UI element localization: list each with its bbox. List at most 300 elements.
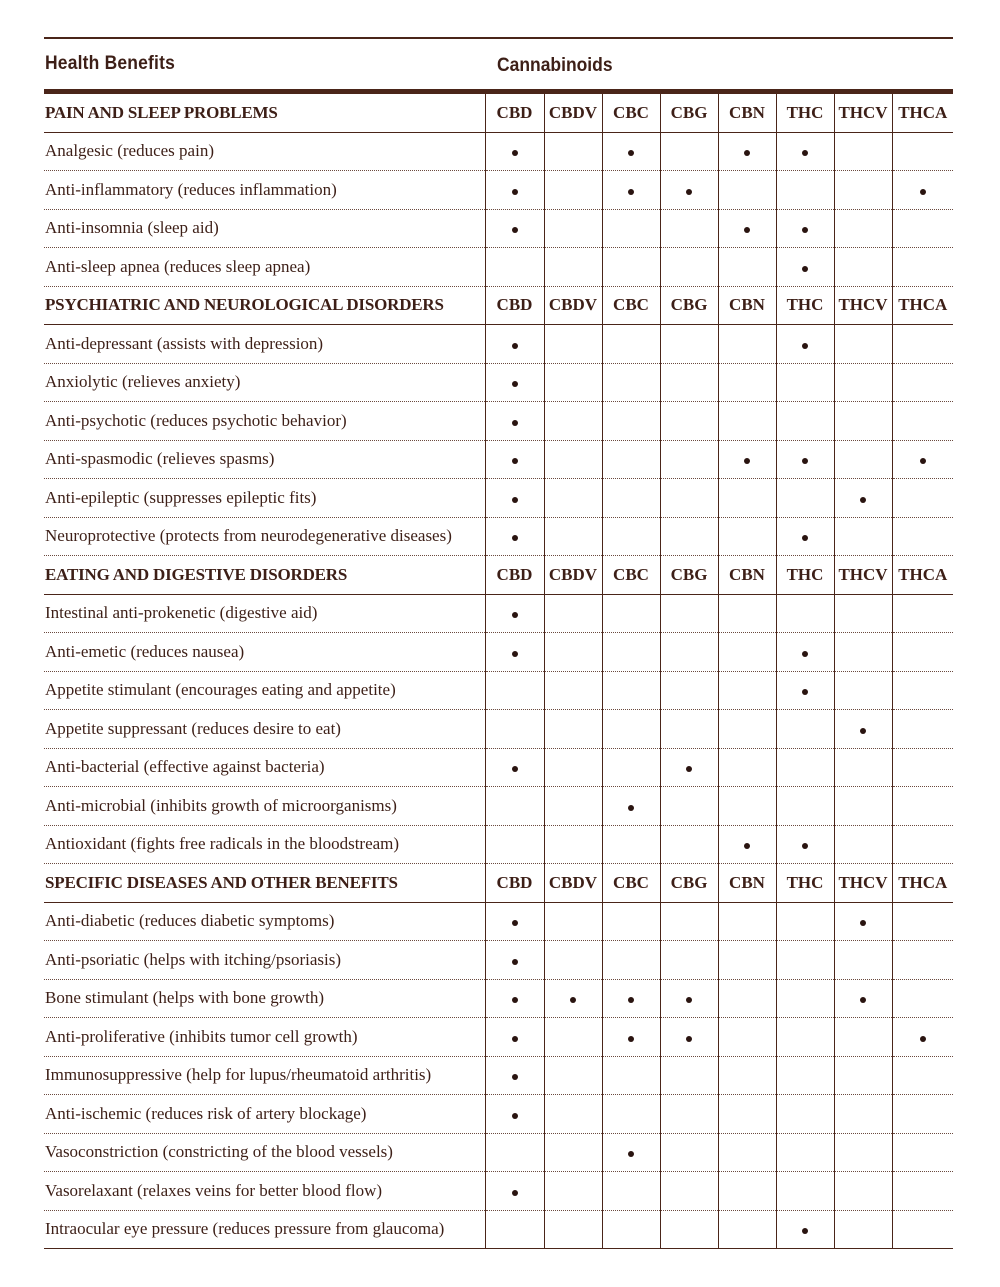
- cell-thca: [892, 979, 953, 1018]
- cell-cbd: [485, 902, 544, 941]
- benefit-label: Anti-psychotic (reduces psychotic behavior): [44, 402, 485, 441]
- table-row: [44, 171, 953, 210]
- cell-thc: [776, 594, 834, 633]
- cell-thca: [892, 517, 953, 556]
- bullet-dot-icon: [802, 266, 808, 272]
- cell-thc: [776, 902, 834, 941]
- bullet-dot-icon: [744, 227, 750, 233]
- benefit-label: Appetite suppressant (reduces desire to eat): [44, 710, 485, 749]
- cell-cbc: [602, 402, 660, 441]
- column-header-thc: THC: [776, 286, 834, 325]
- cell-thc: [776, 1210, 834, 1249]
- bullet-dot-icon: [512, 997, 518, 1003]
- cell-cbg: [660, 209, 718, 248]
- cell-thc: [776, 402, 834, 441]
- table-row: [44, 979, 953, 1018]
- cell-thc: [776, 1133, 834, 1172]
- table-row: [44, 248, 953, 287]
- cell-cbdv: [544, 594, 602, 633]
- cell-cbn: [718, 979, 776, 1018]
- cell-cbd: [485, 1056, 544, 1095]
- cell-cbc: [602, 1133, 660, 1172]
- cell-cbc: [602, 1095, 660, 1134]
- table-row: [44, 594, 953, 633]
- section-header-row: [44, 556, 953, 595]
- bullet-dot-icon: [802, 343, 808, 349]
- bullet-dot-icon: [686, 189, 692, 195]
- cell-cbc: [602, 325, 660, 364]
- cell-cbd: [485, 594, 544, 633]
- cell-thca: [892, 1018, 953, 1057]
- bullet-dot-icon: [802, 535, 808, 541]
- cell-cbg: [660, 479, 718, 518]
- cell-cbdv: [544, 671, 602, 710]
- benefit-label: Anti-proliferative (inhibits tumor cell growth): [44, 1018, 485, 1057]
- cell-cbdv: [544, 402, 602, 441]
- cell-thca: [892, 825, 953, 864]
- cell-cbd: [485, 402, 544, 441]
- bullet-dot-icon: [512, 343, 518, 349]
- cell-cbdv: [544, 1210, 602, 1249]
- cell-thc: [776, 171, 834, 210]
- cell-cbdv: [544, 171, 602, 210]
- cell-thc: [776, 517, 834, 556]
- cell-thc: [776, 1018, 834, 1057]
- bullet-dot-icon: [628, 189, 634, 195]
- column-header-cbdv: CBDV: [544, 864, 602, 903]
- table-row: [44, 209, 953, 248]
- cell-thcv: [834, 248, 892, 287]
- bullet-dot-icon: [860, 920, 866, 926]
- cell-cbdv: [544, 1172, 602, 1211]
- cell-thcv: [834, 1095, 892, 1134]
- benefit-label: Anti-inflammatory (reduces inflammation): [44, 171, 485, 210]
- bullet-dot-icon: [512, 227, 518, 233]
- cell-cbn: [718, 479, 776, 518]
- bullet-dot-icon: [512, 1036, 518, 1042]
- benefit-label: Anti-ischemic (reduces risk of artery blockage): [44, 1095, 485, 1134]
- cell-cbd: [485, 209, 544, 248]
- column-header-thca: THCA: [892, 864, 953, 903]
- cell-thca: [892, 710, 953, 749]
- column-header-thcv: THCV: [834, 286, 892, 325]
- benefit-label: Anti-emetic (reduces nausea): [44, 633, 485, 672]
- table-row: [44, 671, 953, 710]
- cell-thca: [892, 171, 953, 210]
- column-header-thcv: THCV: [834, 556, 892, 595]
- cell-thc: [776, 671, 834, 710]
- bullet-dot-icon: [512, 1074, 518, 1080]
- cell-thca: [892, 787, 953, 826]
- cell-thca: [892, 748, 953, 787]
- cell-cbdv: [544, 132, 602, 171]
- bullet-dot-icon: [512, 959, 518, 965]
- cell-cbn: [718, 325, 776, 364]
- cell-cbdv: [544, 440, 602, 479]
- cell-cbdv: [544, 1056, 602, 1095]
- chart-header: [44, 39, 953, 89]
- cell-thc: [776, 209, 834, 248]
- cell-thca: [892, 594, 953, 633]
- bullet-dot-icon: [686, 766, 692, 772]
- cell-cbc: [602, 941, 660, 980]
- cell-cbd: [485, 748, 544, 787]
- cell-cbg: [660, 440, 718, 479]
- cell-cbd: [485, 1210, 544, 1249]
- cell-thca: [892, 132, 953, 171]
- table-body: [44, 94, 953, 1249]
- cell-cbd: [485, 1172, 544, 1211]
- table-row: [44, 402, 953, 441]
- cell-thca: [892, 1095, 953, 1134]
- cell-cbc: [602, 517, 660, 556]
- cell-cbc: [602, 171, 660, 210]
- benefit-label: Anti-psoriatic (helps with itching/psoriasis): [44, 941, 485, 980]
- column-header-cbdv: CBDV: [544, 94, 602, 132]
- benefit-label: Vasoconstriction (constricting of the blood vessels): [44, 1133, 485, 1172]
- cell-thcv: [834, 594, 892, 633]
- bullet-dot-icon: [628, 805, 634, 811]
- bullet-dot-icon: [920, 1036, 926, 1042]
- section-title: PAIN AND SLEEP PROBLEMS: [44, 94, 485, 132]
- bullet-dot-icon: [802, 1228, 808, 1234]
- cell-cbn: [718, 1018, 776, 1057]
- column-header-thca: THCA: [892, 286, 953, 325]
- cell-cbn: [718, 171, 776, 210]
- cell-cbd: [485, 248, 544, 287]
- bullet-dot-icon: [512, 150, 518, 156]
- cell-cbc: [602, 209, 660, 248]
- benefit-label: Anti-epileptic (suppresses epileptic fits): [44, 479, 485, 518]
- column-header-cbc: CBC: [602, 864, 660, 903]
- table-row: [44, 479, 953, 518]
- section-header-row: [44, 94, 953, 132]
- cell-thc: [776, 363, 834, 402]
- cell-cbd: [485, 363, 544, 402]
- bullet-dot-icon: [628, 150, 634, 156]
- cell-cbc: [602, 710, 660, 749]
- bullet-dot-icon: [744, 458, 750, 464]
- column-header-cbd: CBD: [485, 94, 544, 132]
- cell-thcv: [834, 1210, 892, 1249]
- bullet-dot-icon: [512, 612, 518, 618]
- cell-cbd: [485, 479, 544, 518]
- cell-cbg: [660, 633, 718, 672]
- bullet-dot-icon: [512, 535, 518, 541]
- cell-cbn: [718, 402, 776, 441]
- cell-cbg: [660, 248, 718, 287]
- cell-cbc: [602, 825, 660, 864]
- cell-thca: [892, 1133, 953, 1172]
- cell-cbc: [602, 363, 660, 402]
- table-row: [44, 1095, 953, 1134]
- cell-cbd: [485, 825, 544, 864]
- table-row: [44, 325, 953, 364]
- cell-cbc: [602, 633, 660, 672]
- cell-cbd: [485, 710, 544, 749]
- cell-cbd: [485, 1018, 544, 1057]
- cell-cbg: [660, 1210, 718, 1249]
- cell-cbd: [485, 1095, 544, 1134]
- bullet-dot-icon: [512, 420, 518, 426]
- cell-cbc: [602, 132, 660, 171]
- cell-cbd: [485, 787, 544, 826]
- cell-cbdv: [544, 517, 602, 556]
- column-header-cbc: CBC: [602, 556, 660, 595]
- table-row: [44, 440, 953, 479]
- cell-cbg: [660, 941, 718, 980]
- benefit-label: Antioxidant (fights free radicals in the bloodstream): [44, 825, 485, 864]
- column-header-cbc: CBC: [602, 94, 660, 132]
- cell-thcv: [834, 941, 892, 980]
- table-row: [44, 825, 953, 864]
- column-header-cbg: CBG: [660, 864, 718, 903]
- cell-cbdv: [544, 825, 602, 864]
- cell-cbn: [718, 132, 776, 171]
- cell-cbd: [485, 979, 544, 1018]
- bullet-dot-icon: [860, 497, 866, 503]
- bullet-dot-icon: [860, 728, 866, 734]
- cell-cbg: [660, 710, 718, 749]
- cell-cbg: [660, 171, 718, 210]
- cell-cbd: [485, 171, 544, 210]
- cell-cbc: [602, 902, 660, 941]
- table-row: [44, 1018, 953, 1057]
- cell-cbdv: [544, 248, 602, 287]
- table-row: [44, 941, 953, 980]
- bullet-dot-icon: [802, 651, 808, 657]
- cell-cbn: [718, 594, 776, 633]
- bullet-dot-icon: [512, 651, 518, 657]
- cell-thcv: [834, 325, 892, 364]
- table-row: [44, 902, 953, 941]
- cell-thc: [776, 633, 834, 672]
- cell-thca: [892, 633, 953, 672]
- table-row: [44, 1133, 953, 1172]
- cell-thcv: [834, 517, 892, 556]
- cell-cbg: [660, 1133, 718, 1172]
- cell-cbg: [660, 594, 718, 633]
- cell-cbd: [485, 633, 544, 672]
- section-header-row: [44, 286, 953, 325]
- cell-thc: [776, 748, 834, 787]
- cell-thca: [892, 209, 953, 248]
- cell-thc: [776, 325, 834, 364]
- cell-cbg: [660, 363, 718, 402]
- cell-cbd: [485, 941, 544, 980]
- column-header-cbg: CBG: [660, 286, 718, 325]
- cannabinoids-heading: Cannabinoids: [497, 55, 613, 76]
- cell-cbc: [602, 1172, 660, 1211]
- benefit-label: Bone stimulant (helps with bone growth): [44, 979, 485, 1018]
- cell-thca: [892, 479, 953, 518]
- cell-thca: [892, 1172, 953, 1211]
- cell-thca: [892, 902, 953, 941]
- cell-cbn: [718, 1210, 776, 1249]
- cell-thcv: [834, 171, 892, 210]
- benefit-label: Immunosuppressive (help for lupus/rheumatoid arthritis): [44, 1056, 485, 1095]
- table-row: [44, 517, 953, 556]
- cell-cbd: [485, 132, 544, 171]
- health-benefits-heading: Health Benefits: [45, 53, 176, 74]
- section-header-row: [44, 864, 953, 903]
- cell-thcv: [834, 902, 892, 941]
- bullet-dot-icon: [802, 689, 808, 695]
- cell-thc: [776, 132, 834, 171]
- cell-thca: [892, 1056, 953, 1095]
- cell-thc: [776, 941, 834, 980]
- table-row: [44, 1056, 953, 1095]
- cell-cbdv: [544, 1095, 602, 1134]
- cell-thcv: [834, 402, 892, 441]
- bullet-dot-icon: [512, 497, 518, 503]
- bullet-dot-icon: [686, 997, 692, 1003]
- cell-cbn: [718, 1133, 776, 1172]
- cell-thcv: [834, 440, 892, 479]
- cell-thcv: [834, 710, 892, 749]
- cell-cbc: [602, 1018, 660, 1057]
- cell-cbc: [602, 248, 660, 287]
- cell-cbc: [602, 787, 660, 826]
- bullet-dot-icon: [512, 458, 518, 464]
- cell-cbn: [718, 1172, 776, 1211]
- cell-cbn: [718, 248, 776, 287]
- cell-cbn: [718, 902, 776, 941]
- cell-thcv: [834, 1133, 892, 1172]
- column-header-thc: THC: [776, 864, 834, 903]
- cell-cbn: [718, 209, 776, 248]
- bullet-dot-icon: [512, 766, 518, 772]
- bullet-dot-icon: [802, 843, 808, 849]
- table-row: [44, 1210, 953, 1249]
- benefit-label: Vasorelaxant (relaxes veins for better blood flow): [44, 1172, 485, 1211]
- benefit-label: Anti-spasmodic (relieves spasms): [44, 440, 485, 479]
- bullet-dot-icon: [512, 920, 518, 926]
- cell-cbdv: [544, 1133, 602, 1172]
- cell-cbc: [602, 1210, 660, 1249]
- column-header-cbdv: CBDV: [544, 556, 602, 595]
- cell-thc: [776, 710, 834, 749]
- benefit-label: Anti-bacterial (effective against bacteria): [44, 748, 485, 787]
- cell-thcv: [834, 132, 892, 171]
- cell-thc: [776, 1056, 834, 1095]
- cell-cbd: [485, 440, 544, 479]
- column-header-cbdv: CBDV: [544, 286, 602, 325]
- cell-cbc: [602, 479, 660, 518]
- bullet-dot-icon: [920, 189, 926, 195]
- cell-cbdv: [544, 902, 602, 941]
- cell-thca: [892, 671, 953, 710]
- cell-cbd: [485, 325, 544, 364]
- cell-cbdv: [544, 979, 602, 1018]
- cell-cbdv: [544, 633, 602, 672]
- cell-thc: [776, 825, 834, 864]
- bullet-dot-icon: [860, 997, 866, 1003]
- cell-cbdv: [544, 787, 602, 826]
- cell-cbn: [718, 440, 776, 479]
- cell-thc: [776, 248, 834, 287]
- cell-cbc: [602, 748, 660, 787]
- cell-cbg: [660, 671, 718, 710]
- benefit-label: Anti-microbial (inhibits growth of microorganisms): [44, 787, 485, 826]
- bullet-dot-icon: [920, 458, 926, 464]
- cell-thcv: [834, 1056, 892, 1095]
- column-header-cbg: CBG: [660, 556, 718, 595]
- cell-cbn: [718, 748, 776, 787]
- cell-thca: [892, 941, 953, 980]
- cell-cbg: [660, 1172, 718, 1211]
- cell-cbdv: [544, 710, 602, 749]
- cell-thca: [892, 402, 953, 441]
- cell-thca: [892, 363, 953, 402]
- cell-cbdv: [544, 748, 602, 787]
- column-header-thca: THCA: [892, 556, 953, 595]
- cell-cbg: [660, 132, 718, 171]
- cell-cbn: [718, 671, 776, 710]
- cell-cbg: [660, 1018, 718, 1057]
- bullet-dot-icon: [744, 150, 750, 156]
- cell-cbg: [660, 825, 718, 864]
- cell-cbn: [718, 710, 776, 749]
- column-header-cbn: CBN: [718, 286, 776, 325]
- column-header-thcv: THCV: [834, 94, 892, 132]
- cell-cbn: [718, 517, 776, 556]
- cell-cbdv: [544, 1018, 602, 1057]
- table-row: [44, 1172, 953, 1211]
- column-header-cbd: CBD: [485, 864, 544, 903]
- column-header-thc: THC: [776, 556, 834, 595]
- bullet-dot-icon: [570, 997, 576, 1003]
- cell-thcv: [834, 209, 892, 248]
- bullet-dot-icon: [512, 1113, 518, 1119]
- cell-thc: [776, 1172, 834, 1211]
- cell-cbg: [660, 902, 718, 941]
- cell-thca: [892, 1210, 953, 1249]
- cell-thcv: [834, 825, 892, 864]
- cell-cbdv: [544, 325, 602, 364]
- table-row: [44, 710, 953, 749]
- cell-cbd: [485, 1133, 544, 1172]
- benefit-label: Appetite stimulant (encourages eating and appetite): [44, 671, 485, 710]
- bullet-dot-icon: [686, 1036, 692, 1042]
- column-header-cbd: CBD: [485, 556, 544, 595]
- cell-cbdv: [544, 363, 602, 402]
- column-header-cbc: CBC: [602, 286, 660, 325]
- bullet-dot-icon: [802, 150, 808, 156]
- cell-cbdv: [544, 209, 602, 248]
- bullet-dot-icon: [512, 189, 518, 195]
- bullet-dot-icon: [512, 381, 518, 387]
- cell-thcv: [834, 1018, 892, 1057]
- cell-cbg: [660, 748, 718, 787]
- table-row: [44, 633, 953, 672]
- cell-thca: [892, 248, 953, 287]
- column-header-thc: THC: [776, 94, 834, 132]
- cell-thcv: [834, 479, 892, 518]
- benefit-label: Anti-sleep apnea (reduces sleep apnea): [44, 248, 485, 287]
- cell-cbd: [485, 517, 544, 556]
- cell-cbdv: [544, 941, 602, 980]
- section-title: SPECIFIC DISEASES AND OTHER BENEFITS: [44, 864, 485, 903]
- benefit-label: Anti-diabetic (reduces diabetic symptoms): [44, 902, 485, 941]
- cell-thc: [776, 787, 834, 826]
- cell-cbg: [660, 402, 718, 441]
- cell-cbg: [660, 325, 718, 364]
- column-header-cbn: CBN: [718, 94, 776, 132]
- benefits-table: [44, 94, 953, 1249]
- cell-cbn: [718, 825, 776, 864]
- table-row: [44, 363, 953, 402]
